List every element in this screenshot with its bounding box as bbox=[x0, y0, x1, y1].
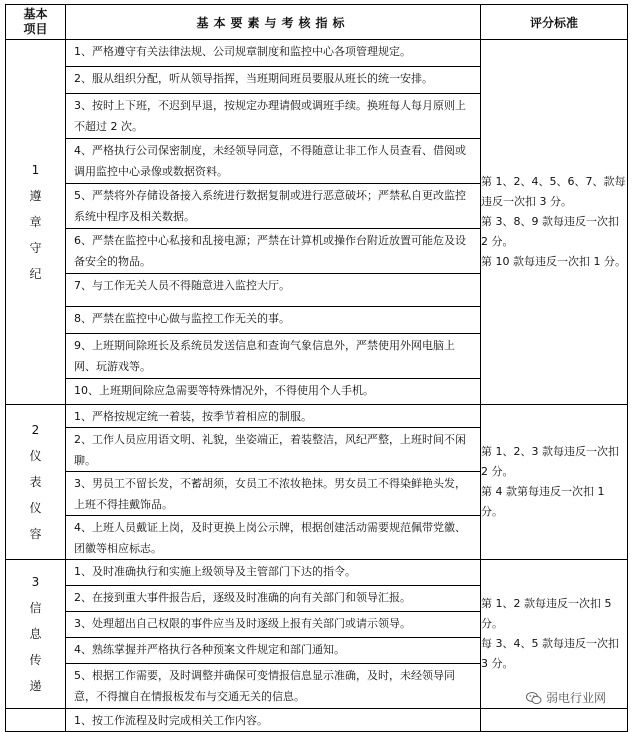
category-char: 遵 bbox=[29, 189, 42, 203]
list-item: 7、与工作无关人员不得随意进入监控大厅。 bbox=[66, 274, 480, 307]
header-elements: 基本要素与考核指标 bbox=[66, 5, 481, 40]
items-cell bbox=[66, 709, 481, 732]
list-item: 9、上班期间除班长及系统员发送信息和查询气象信息外，严禁使用外网电脑上网、玩游戏等。 bbox=[66, 334, 480, 379]
score-rule: 第 1、2 款每违反一次扣 5 分。 bbox=[481, 597, 612, 630]
header-basic-line2: 项目 bbox=[23, 22, 48, 36]
score-cell bbox=[481, 405, 628, 560]
category-number: 2 bbox=[31, 423, 40, 437]
category-number: 3 bbox=[31, 575, 40, 589]
items-cell bbox=[66, 560, 481, 709]
category-row bbox=[6, 709, 628, 732]
list-item: 10、上班期间除应急需要等特殊情况外，不得使用个人手机。 bbox=[74, 384, 374, 397]
score-cell bbox=[481, 709, 628, 732]
list-item: 1、严格遵守有关法律法规、公司规章制度和监控中心各项管理规定。 bbox=[66, 40, 480, 67]
category-char: 守 bbox=[29, 241, 42, 255]
list-item: 1、严格按规定统一着装，按季节着相应的制服。 bbox=[66, 405, 480, 428]
category-char: 传 bbox=[29, 653, 42, 667]
category-label bbox=[6, 560, 66, 709]
category-label bbox=[6, 40, 66, 405]
list-item: 3、处理超出自己权限的事件应当及时逐级上报有关部门或请示领导。 bbox=[66, 612, 480, 638]
score-rule: 第 1、2、3 款每违反一次扣 2 分。 bbox=[481, 445, 619, 478]
watermark-text: 弱电行业网 bbox=[545, 691, 606, 705]
list-item: 3、男员工不留长发，不蓄胡须，女员工不浓妆艳抹。男女员工不得染鲜艳头发，上班不得挂戴饰品。 bbox=[66, 472, 480, 516]
wechat-icon bbox=[526, 691, 542, 705]
header-scoring: 评分标准 bbox=[481, 5, 628, 40]
header-basic-item bbox=[6, 5, 66, 40]
category-char: 递 bbox=[29, 679, 42, 693]
score-rule: 第 10 款每违反一次扣 1 分。 bbox=[481, 255, 626, 268]
category-char: 纪 bbox=[29, 267, 42, 281]
list-item: 2、工作人员应用语文明、礼貌，坐姿端正，着装整洁，风纪严整，上班时间不闲聊。 bbox=[66, 428, 480, 472]
assessment-table bbox=[5, 4, 628, 732]
list-item: 4、上班人员戴证上岗，及时更换上岗公示牌，根据创建活动需要规范佩带党徽、团徽等相应标志。 bbox=[74, 521, 466, 555]
list-item: 4、严格执行公司保密制度，未经领导同意，不得随意让非工作人员查看、借阅或调用监控中心录像或数据资料。 bbox=[66, 139, 480, 184]
category-char: 仪 bbox=[29, 449, 42, 463]
list-item: 5、根据工作需要，及时调整并确保可变情报信息显示准确，及时，未经领导同意，不得擅自在情报板发布与交通无关的信息。 bbox=[74, 669, 455, 703]
score-cell bbox=[481, 560, 628, 709]
category-char: 信 bbox=[29, 601, 42, 615]
score-rule: 第 3、8、9 款每违反一次扣 2 分。 bbox=[481, 215, 619, 248]
header-basic-line1: 基本 bbox=[23, 7, 48, 21]
category-label bbox=[6, 709, 66, 732]
score-rule: 第 4 款第每违反一次扣 1 分。 bbox=[481, 485, 605, 518]
score-rule: 每 3、4、5 款每违反一次扣 3 分。 bbox=[481, 637, 619, 670]
list-item: 6、严禁在监控中心私接和乱接电源；严禁在计算机或操作台附近放置可能危及设备安全的物品。 bbox=[66, 229, 480, 274]
category-char: 息 bbox=[29, 627, 42, 641]
category-char: 容 bbox=[29, 527, 42, 541]
category-label bbox=[6, 405, 66, 560]
header-row bbox=[6, 5, 628, 40]
watermark bbox=[524, 688, 608, 707]
items-cell bbox=[66, 40, 481, 405]
category-row bbox=[6, 40, 628, 405]
category-char: 表 bbox=[29, 475, 42, 489]
category-number: 1 bbox=[31, 163, 40, 177]
list-item: 1、及时准确执行和实施上级领导及主管部门下达的指令。 bbox=[66, 560, 480, 586]
list-item: 8、严禁在监控中心做与监控工作无关的事。 bbox=[66, 307, 480, 334]
category-row bbox=[6, 560, 628, 709]
score-cell bbox=[481, 40, 628, 405]
items-cell bbox=[66, 405, 481, 560]
list-item: 1、按工作流程及时完成相关工作内容。 bbox=[74, 714, 268, 727]
list-item: 2、在接到重大事件报告后，逐级及时准确的向有关部门和领导汇报。 bbox=[66, 586, 480, 612]
score-rule: 第 1、2、4、5、6、7、款每违反一次扣 3 分。 bbox=[481, 175, 626, 208]
list-item: 2、服从组织分配，听从领导指挥，当班期间班员要服从班长的统一安排。 bbox=[66, 67, 480, 94]
category-char: 仪 bbox=[29, 501, 42, 515]
category-char: 章 bbox=[29, 215, 42, 229]
list-item: 3、按时上下班，不迟到早退，按规定办理请假或调班手续。换班每人每月原则上不超过 2 次。 bbox=[66, 94, 480, 139]
list-item: 5、严禁将外存储设备接入系统进行数据复制或进行恶意破坏；严禁私自更改监控系统中程序及相关数据。 bbox=[66, 184, 480, 229]
category-row bbox=[6, 405, 628, 560]
list-item: 4、熟练掌握并严格执行各种预案文件规定和部门通知。 bbox=[66, 638, 480, 664]
